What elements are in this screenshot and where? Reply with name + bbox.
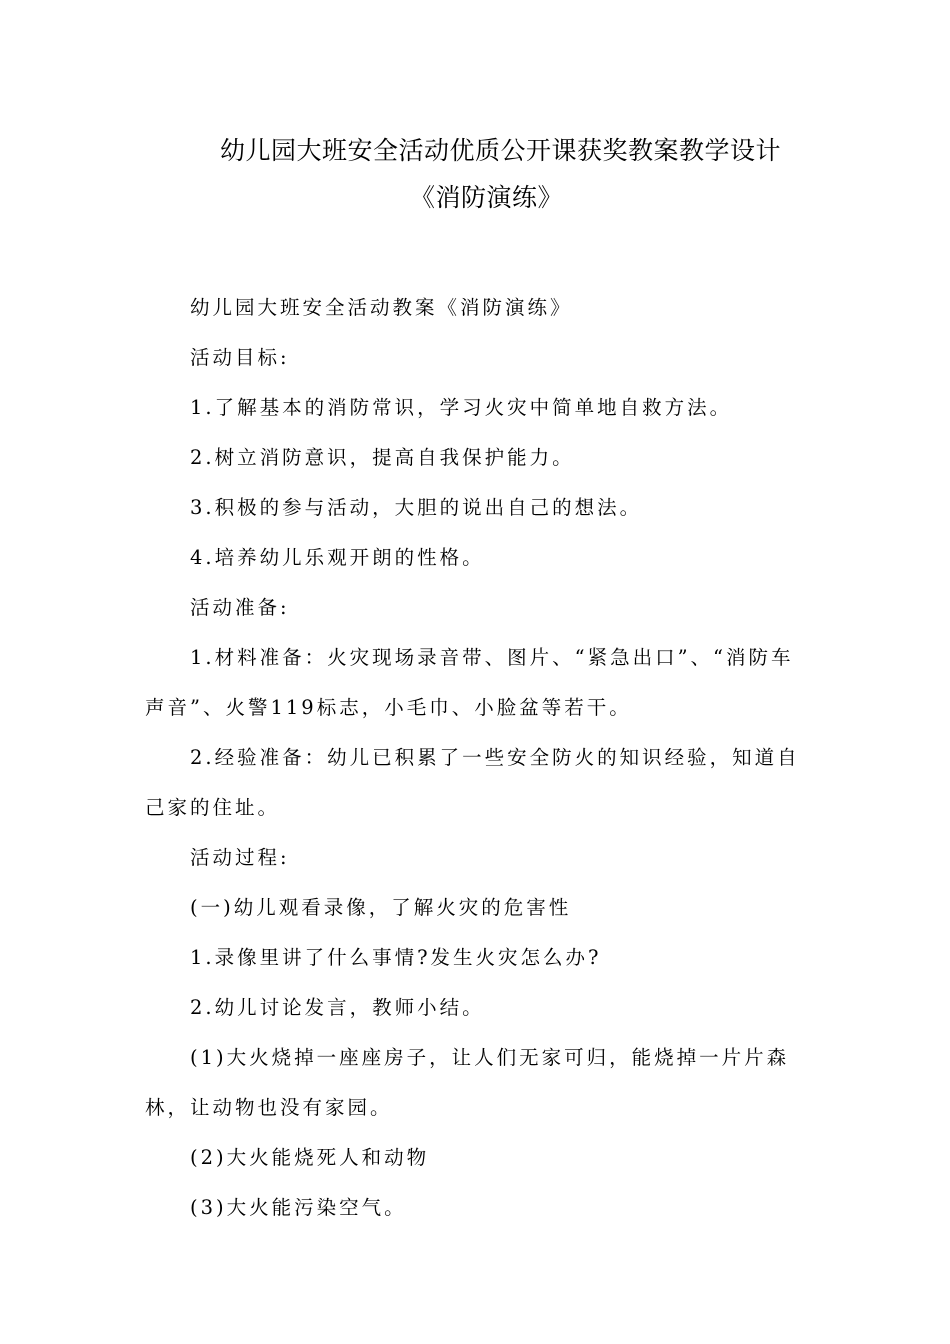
- paragraph: 1.材料准备：火灾现场录音带、图片、“紧急出口”、“消防车声音”、火警119标志，小毛巾、小脸盆等若干。: [145, 646, 794, 719]
- paragraph: 2.幼儿讨论发言，教师小结。: [190, 996, 485, 1019]
- paragraph: 活动过程:: [190, 846, 290, 869]
- paragraph: 2.经验准备：幼儿已积累了一些安全防火的知识经验，知道自己家的住址。: [145, 746, 800, 819]
- paragraph: 活动准备:: [190, 596, 290, 619]
- paragraph: (一)幼儿观看录像，了解火灾的危害性: [190, 896, 572, 919]
- paragraph: (2)大火能烧死人和动物: [190, 1146, 430, 1169]
- document-title: 幼儿园大班安全活动优质公开课获奖教案教学设计: [220, 136, 782, 165]
- paragraph: (3)大火能污染空气。: [190, 1196, 407, 1219]
- paragraph: 3.积极的参与活动，大胆的说出自己的想法。: [190, 496, 643, 519]
- paragraph: 1.录像里讲了什么事情?发生火灾怎么办?: [190, 946, 602, 969]
- document-body: [145, 283, 810, 1233]
- paragraph: 2.树立消防意识，提高自我保护能力。: [190, 446, 575, 469]
- paragraph: (1)大火烧掉一座座房子，让人们无家可归，能烧掉一片片森林，让动物也没有家园。: [145, 1046, 790, 1119]
- document-subtitle: 《消防演练》: [410, 183, 564, 212]
- paragraph: 活动目标:: [190, 346, 290, 369]
- paragraph: 4.培养幼儿乐观开朗的性格。: [190, 546, 485, 569]
- paragraph: 1.了解基本的消防常识，学习火灾中简单地自救方法。: [190, 396, 733, 419]
- paragraph: 幼儿园大班安全活动教案《消防演练》: [190, 296, 573, 319]
